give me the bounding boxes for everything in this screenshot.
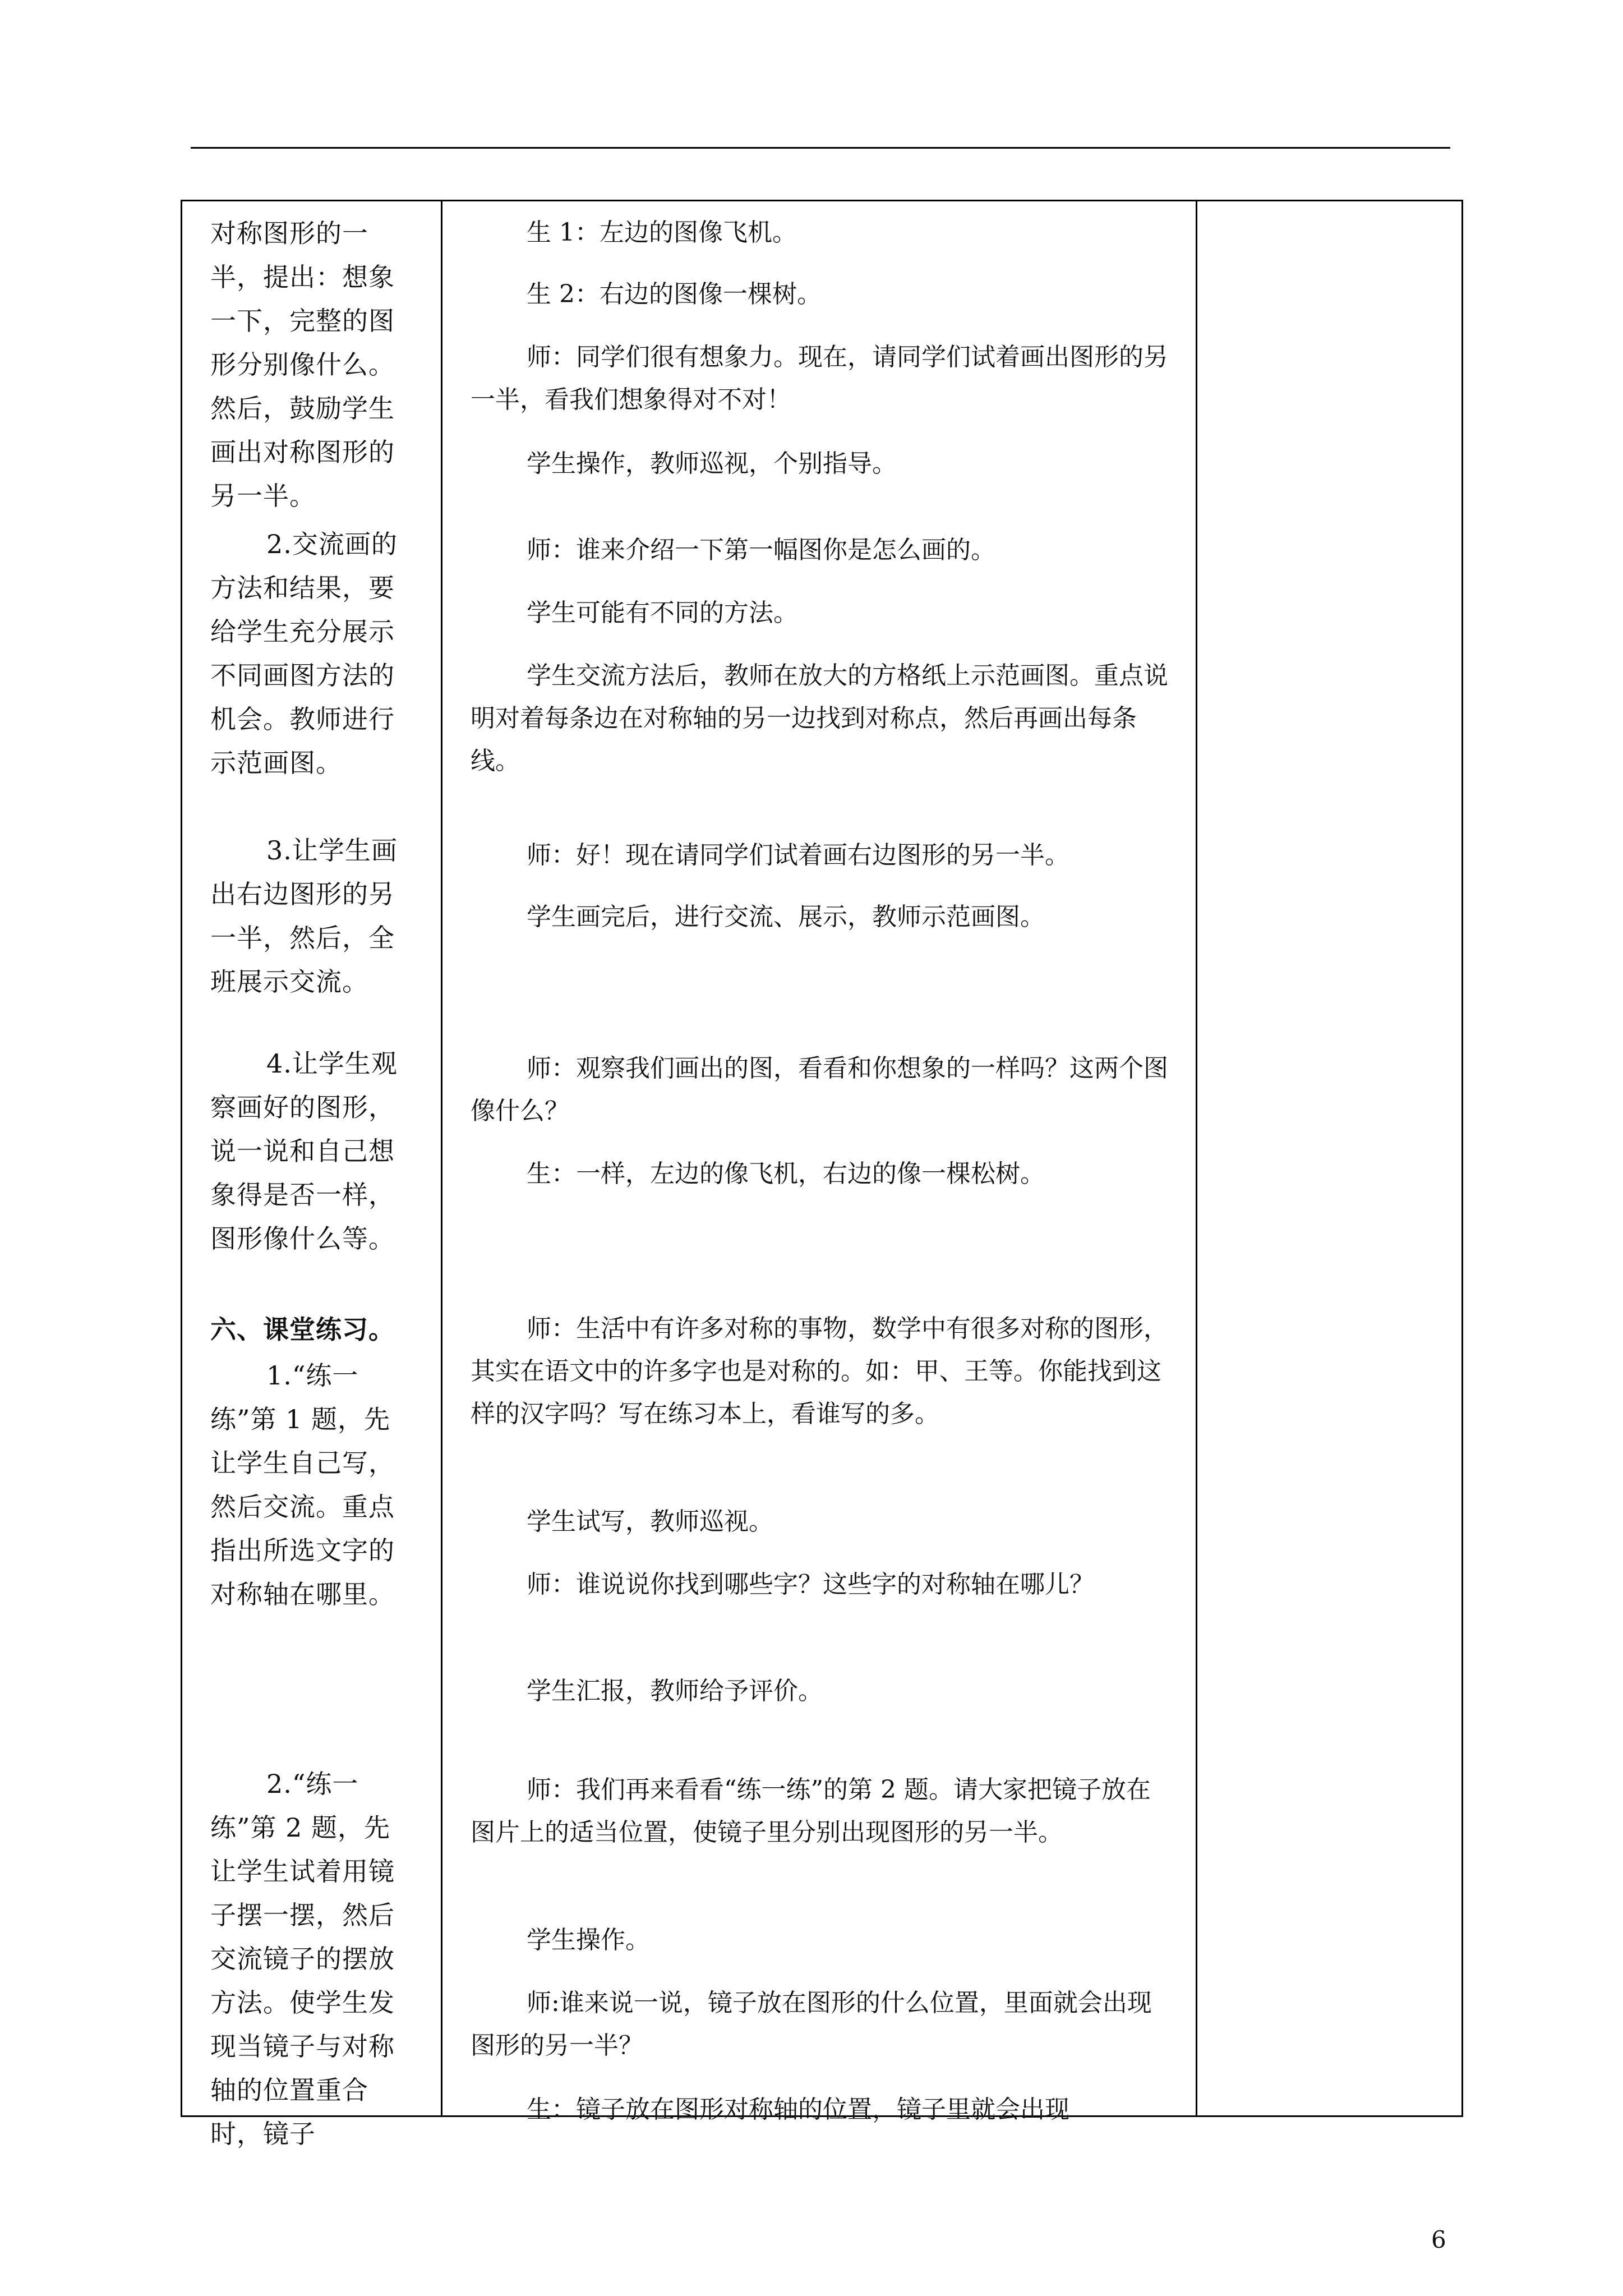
teaching-process-paragraph: 学生操作。	[527, 1926, 650, 1954]
teaching-intent-paragraph: 2.交流画的方法和结果，要给学生充分展示不同画图方法的机会。教师进行示范画图。	[210, 529, 398, 778]
teaching-intent-paragraph: 对称图形的一半，提出：想象一下，完整的图形分别像什么。然后，鼓励学生画出对称图形的另一半。	[210, 218, 395, 511]
teaching-process-paragraph: 学生操作，教师巡视，个别指导。	[527, 449, 897, 478]
teaching-intent-paragraph: 1.“练一练”第 1 题，先让学生自己写，然后交流。重点指出所选文字的对称轴在哪里。	[210, 1360, 395, 1609]
page-number: 6	[1431, 2226, 1446, 2253]
teaching-process-paragraph: 生 1：左边的图像飞机。	[527, 218, 797, 247]
table-row	[182, 201, 1463, 2116]
teaching-process-paragraph: 师：谁来介绍一下第一幅图你是怎么画的。	[527, 536, 995, 564]
teaching-process-paragraph: 师：观察我们画出的图，看看和你想象的一样吗？这两个图像什么？	[471, 1054, 1168, 1125]
teaching-process-paragraph: 学生画完后，进行交流、展示，教师示范画图。	[527, 903, 1045, 931]
lesson-plan-table	[181, 200, 1463, 2149]
teaching-process-paragraph: 学生汇报，教师给予评价。	[527, 1677, 823, 1705]
teaching-process-paragraph: 学生可能有不同的方法。	[527, 599, 798, 627]
teaching-process-paragraph: 师:谁来说一说，镜子放在图形的什么位置，里面就会出现图形的另一半？	[471, 1989, 1152, 2060]
teaching-process-paragraph: 师：同学们很有想象力。现在，请同学们试着画出图形的另一半，看我们想象得对不对！	[471, 343, 1168, 414]
teaching-intent-paragraph: 2.“练一练”第 2 题，先让学生试着用镜子摆一摆，然后交流镜子的摆放方法。使学生发现当镜子与对称轴的位置重合时，镜子	[210, 1769, 395, 2149]
header-rule	[191, 147, 1450, 149]
section-heading: 六、课堂练习。	[210, 1314, 395, 1345]
notes-column	[1197, 201, 1463, 2116]
teaching-intent-paragraph: 4.让学生观察画好的图形，说一说和自己想象得是否一样，图形像什么等。	[210, 1048, 398, 1254]
teaching-process-paragraph: 生：镜子放在图形对称轴的位置，镜子里就会出现	[527, 2095, 1069, 2124]
teaching-process-paragraph: 学生交流方法后，教师在放大的方格纸上示范画图。重点说明对着每条边在对称轴的另一边找到对称点，然后再画出每条线。	[471, 661, 1168, 775]
teaching-process-paragraph: 生 2：右边的图像一棵树。	[527, 280, 822, 309]
teaching-process-paragraph: 师：我们再来看看“练一练”的第 2 题。请大家把镜子放在图片上的适当位置，使镜子里分别出现图形的另一半。	[471, 1775, 1151, 1847]
teaching-process-column	[442, 201, 1197, 2124]
teaching-process-paragraph: 生：一样，左边的像飞机，右边的像一棵松树。	[527, 1159, 1045, 1188]
teaching-process-paragraph: 师：生活中有许多对称的事物，数学中有很多对称的图形，其实在语文中的许多字也是对称的。如：甲、王等。你能找到这样的汉字吗？写在练习本上，看谁写的多。	[471, 1314, 1168, 1428]
teaching-process-paragraph: 师：好！现在请同学们试着画右边图形的另一半。	[527, 841, 1069, 869]
teaching-intent-paragraph: 3.让学生画出右边图形的另一半，然后，全班展示交流。	[210, 835, 398, 997]
teaching-process-paragraph: 学生试写，教师巡视。	[527, 1507, 773, 1536]
teaching-intent-column	[182, 201, 442, 2149]
teaching-process-paragraph: 师：谁说说你找到哪些字？这些字的对称轴在哪儿？	[527, 1570, 1094, 1599]
